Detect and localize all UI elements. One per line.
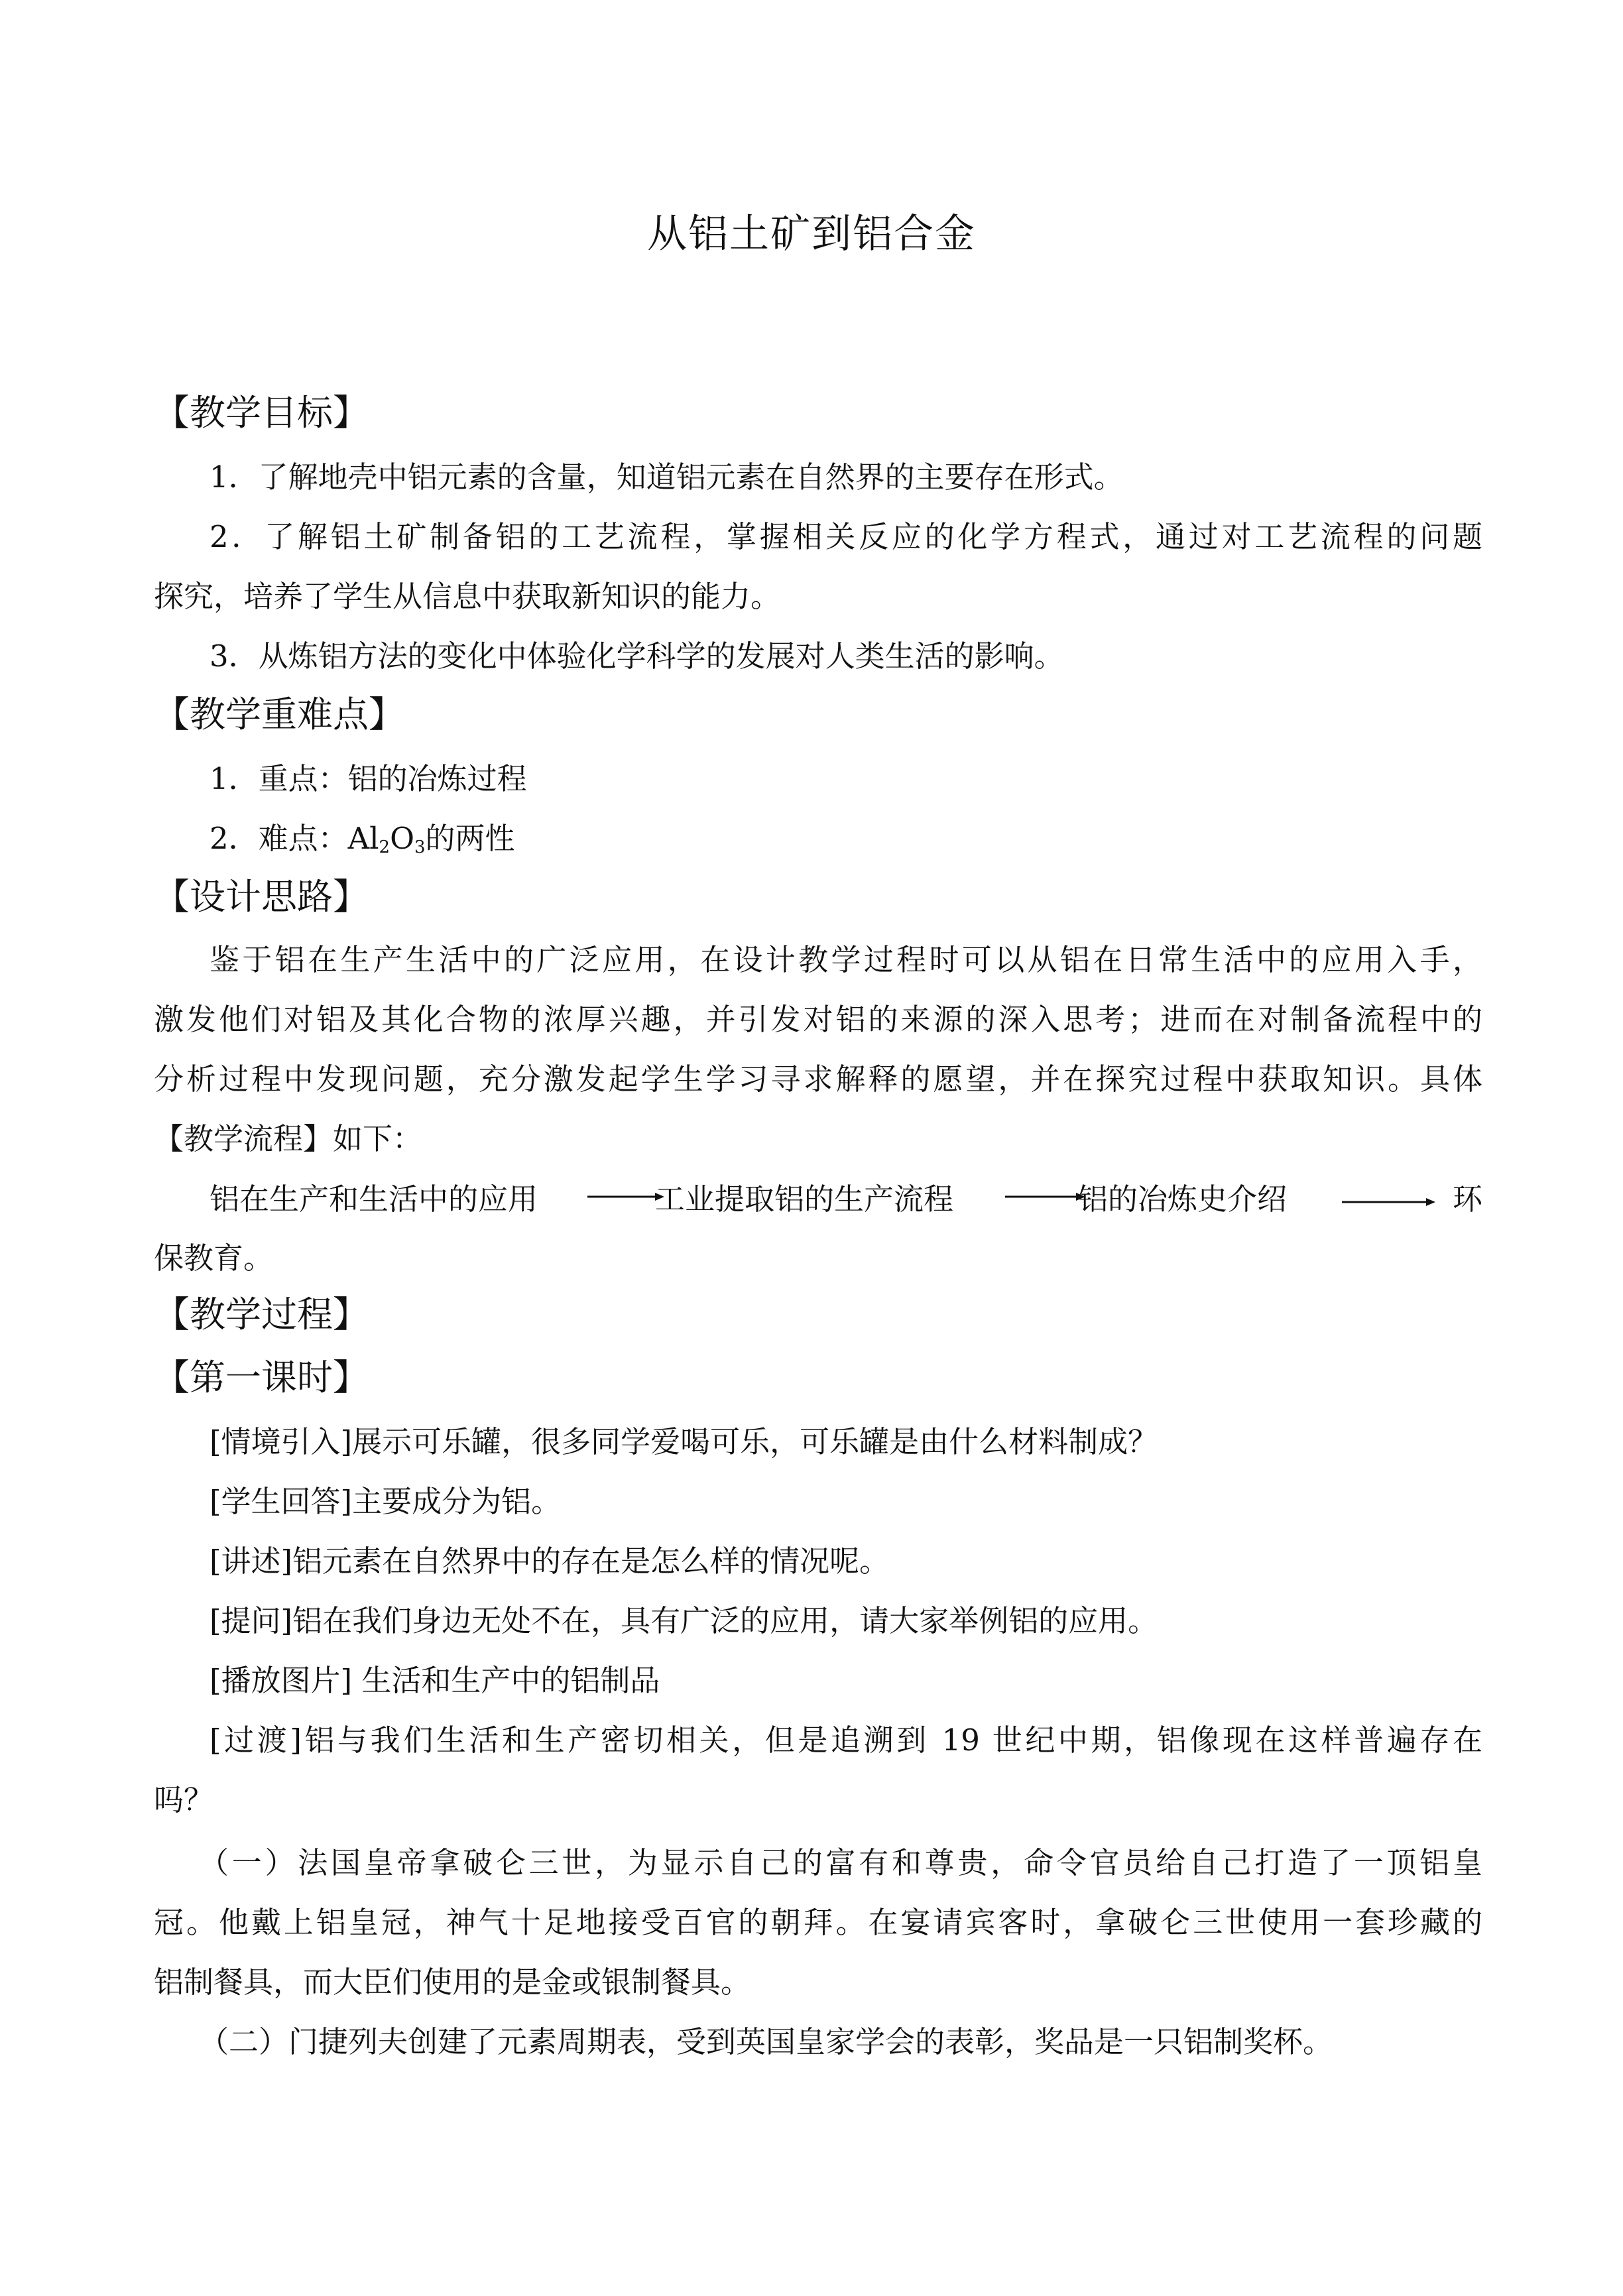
key-point-1: 1．重点：铝的冶炼过程: [210, 761, 527, 796]
flow-arrow-3: [1341, 1194, 1437, 1210]
flow-step-3: 铝的冶炼史介绍: [1078, 1181, 1288, 1217]
flow-step-4-part-2: 保教育。: [154, 1240, 274, 1276]
design-line-2: 激发他们对铝及其化合物的浓厚兴趣，并引发对铝的来源的深入思考；进而在对制备流程中的: [154, 1002, 1482, 1037]
flow-step-4-part-1: 环: [1453, 1181, 1483, 1217]
section-heading-lesson-1: 【第一课时】: [154, 1357, 369, 1398]
design-line-4: 【教学流程】如下：: [154, 1121, 423, 1156]
story-1-line-3: 铝制餐具，而大臣们使用的是金或银制餐具。: [154, 1964, 751, 2000]
story-1-line-2: 冠。他戴上铝皇冠，神气十足地接受百官的朝拜。在宴请宾客时，拿破仑三世使用一套珍藏的: [154, 1905, 1482, 1940]
section-heading-goals: 【教学目标】: [154, 392, 369, 434]
story-1-line-1: （一）法国皇帝拿破仑三世，为显示自己的富有和尊贵，命令官员给自己打造了一顶铝皇: [199, 1845, 1482, 1880]
design-line-3: 分析过程中发现问题，充分激发起学生学习寻求解释的愿望，并在探究过程中获取知识。具体: [154, 1061, 1482, 1097]
lesson-paragraph-4: [提问]铝在我们身边无处不在，具有广泛的应用，请大家举例铝的应用。: [210, 1603, 1158, 1638]
goal-item-2-line-1: 2．了解铝土矿制备铝的工艺流程，掌握相关反应的化学方程式，通过对工艺流程的问题: [210, 519, 1482, 554]
lesson-paragraph-6-line-1: [过渡]铝与我们生活和生产密切相关，但是追溯到 19 世纪中期，铝像现在这样普遍存在: [210, 1722, 1482, 1758]
lesson-paragraph-6-line-2: 吗？: [154, 1782, 214, 1817]
teaching-flow: [210, 1179, 1482, 1219]
lesson-paragraph-1: [情境引入]展示可乐罐，很多同学爱喝可乐，可乐罐是由什么材料制成？: [210, 1424, 1158, 1459]
flow-arrow-1: [586, 1189, 666, 1205]
goal-item-3: 3．从炼铝方法的变化中体验化学科学的发展对人类生活的影响。: [210, 638, 1064, 674]
flow-step-1: 铝在生产和生活中的应用: [210, 1181, 538, 1217]
lesson-paragraph-2: [学生回答]主要成分为铝。: [210, 1484, 562, 1519]
lesson-paragraph-3: [讲述]铝元素在自然界中的存在是怎么样的情况呢。: [210, 1543, 890, 1579]
flow-arrow-2: [1004, 1189, 1087, 1205]
goal-item-2-line-2: 探究，培养了学生从信息中获取新知识的能力。: [154, 579, 781, 614]
goal-item-1: 1．了解地壳中铝元素的含量，知道铝元素在自然界的主要存在形式。: [210, 459, 1124, 495]
story-2: （二）门捷列夫创建了元素周期表，受到英国皇家学会的表彰，奖品是一只铝制奖杯。: [199, 2024, 1333, 2059]
lesson-paragraph-5: [播放图片] 生活和生产中的铝制品: [210, 1663, 660, 1698]
document-title: 从铝土矿到铝合金: [647, 211, 976, 257]
section-heading-design: 【设计思路】: [154, 876, 369, 918]
section-heading-process: 【教学过程】: [154, 1294, 369, 1335]
section-heading-key-points: 【教学重难点】: [154, 694, 404, 735]
flow-step-2: 工业提取铝的生产流程: [655, 1181, 954, 1217]
design-line-1: 鉴于铝在生产生活中的广泛应用，在设计教学过程时可以从铝在日常生活中的应用入手，: [210, 942, 1482, 977]
key-point-2: 2．难点：$Al_2O_3$的两性: [210, 821, 515, 857]
